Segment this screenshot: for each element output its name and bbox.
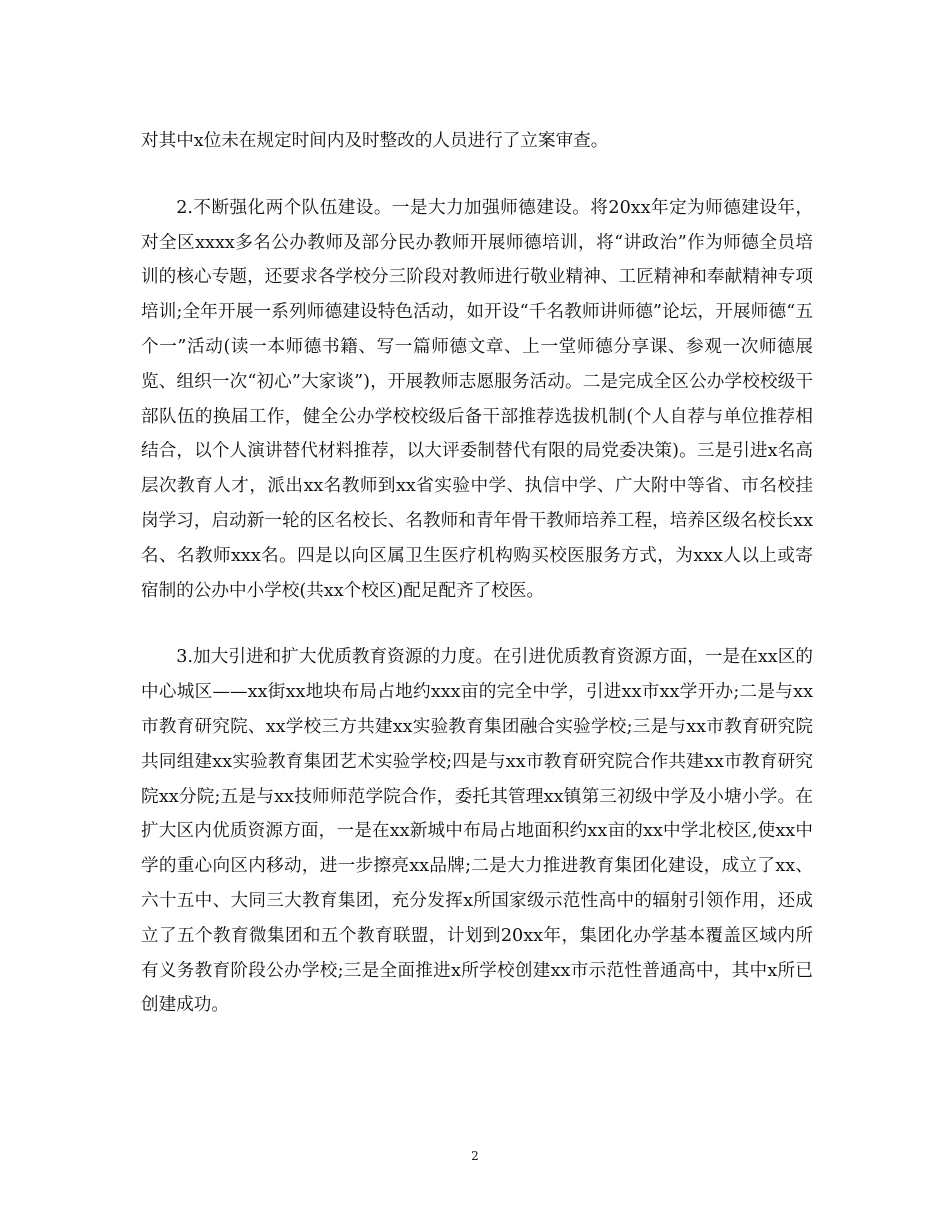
page-number: 2 [471,1149,479,1163]
paragraph-gap [141,159,813,191]
paragraph-team-building: 2.不断强化两个队伍建设。一是大力加强师德建设。将20xx年定为师德建设年，对全区xxxx多名公办教师及部分民办教师开展师德培训，将“讲政治”作为师德全员培训的核心专题，还要求各学校分三阶段对教师进行敬业精神、工匠精神和奉献精神专项培训;全年开展一系列师德建设特色活动，如开设“千名教师讲师德”论坛，开展师德“五个一”活动(读一本师德书籍、写一篇师德文章、上一堂师德分享课、参观一次师德展览、组织一次“初心”大家谈”)，开展教师志愿服务活动。二是完成全区公办学校校级干部队伍的换届工作，健全公办学校校级后备干部推荐选拔机制(个人自荐与单位推荐相结合，以个人演讲替代材料推荐，以大评委制替代有限的局党委决策)。三是引进x名高层次教育人才，派出xx名教师到xx省实验中学、执信中学、广大附中等省、市名校挂岗学习，启动新一轮的区名校长、名教师和青年骨干教师培养工程，培养区级名校长xx名、名教师xxx名。四是以向区属卫生医疗机构购买校医服务方式，为xxx人以上或寄宿制的公办中小学校(共xx个校区)配足配齐了校医。 [141,197,813,601]
paragraph-continuation: 对其中x位未在规定时间内及时整改的人员进行了立案审查。 [141,131,609,151]
paragraph-gap [141,608,813,640]
paragraph-quality-resources: 3.加大引进和扩大优质教育资源的力度。在引进优质教育资源方面，一是在xx区的中心城区——xx街xx地块布局占地约xxx亩的完全中学，引进xx市xx学开办;二是与xx市教育研究院、xx学校三方共建xx实验教育集团融合实验学校;三是与xx市教育研究院共同组建xx实验教育集团艺术实验学校;四是与xx市教育研究院合作共建xx市教育研究院xx分院;五是与xx技师师范学院合作，委托其管理xx镇第三初级中学及小塘小学。在扩大区内优质资源方面，一是在xx新城中布局占地面积约xx亩的xx中学北校区,使xx中学的重心向区内移动，进一步擦亮xx品牌;二是大力推进教育集团化建设，成立了xx、六十五中、大同三大教育集团，充分发挥x所国家级示范性高中的辐射引领作用，还成立了五个教育微集团和五个教育联盟，计划到20xx年，集团化办学基本覆盖区域内所有义务教育阶段公办学校;三是全面推进x所学校创建xx市示范性普通高中，其中x所已创建成功。 [141,647,813,1016]
document-body [141,124,813,1023]
